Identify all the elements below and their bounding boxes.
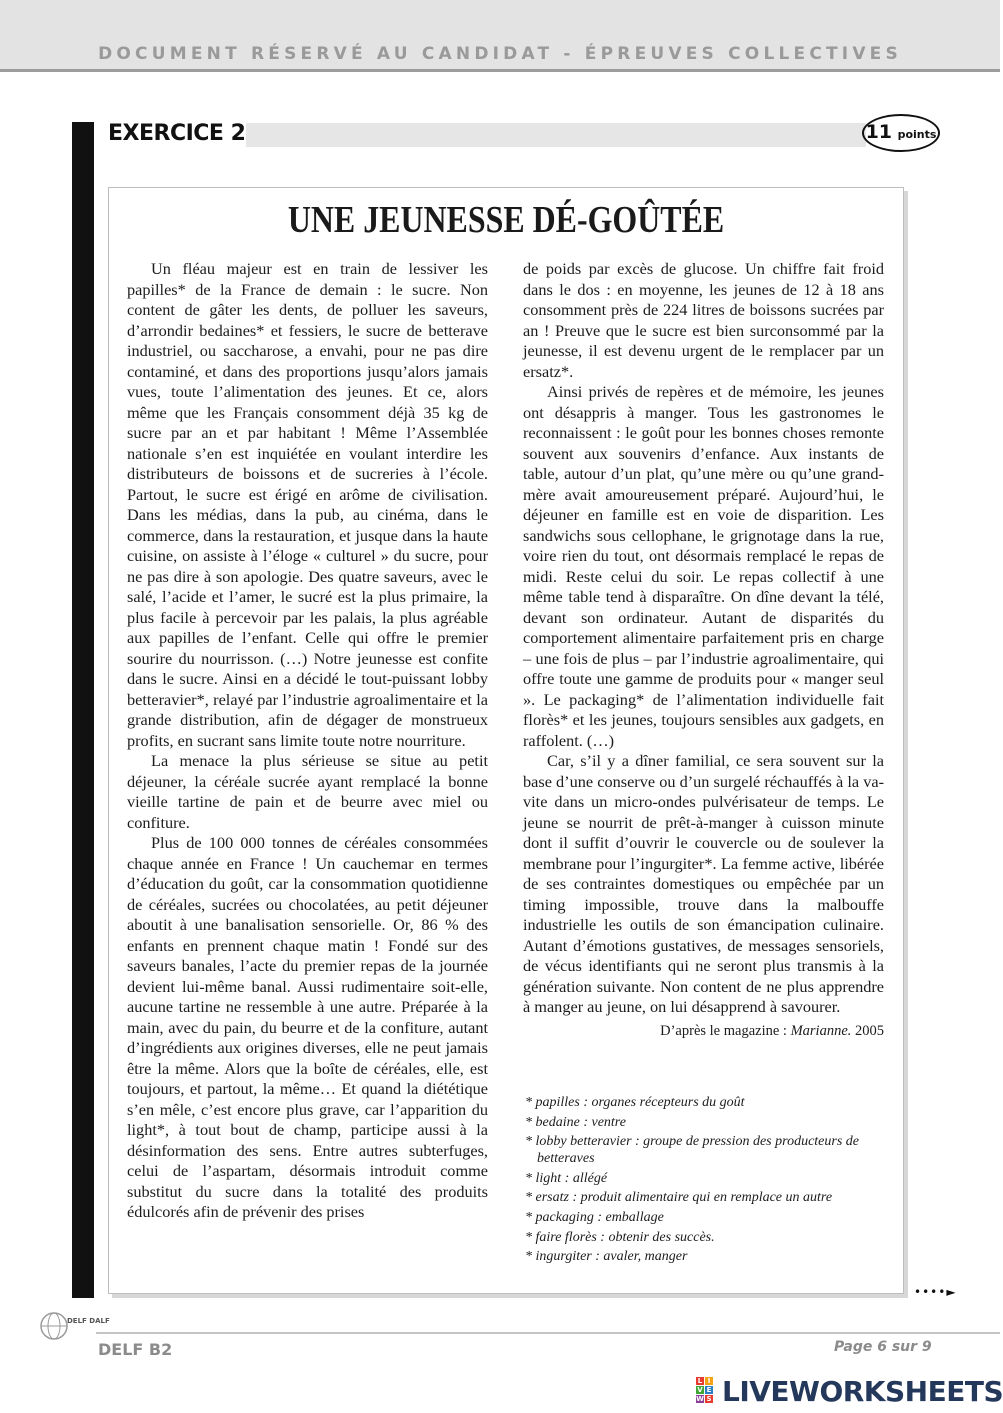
logo-text: DELF DALF xyxy=(67,1317,110,1325)
footer-page-number: Page 6 sur 9 xyxy=(834,1339,932,1355)
exercise-title-rule xyxy=(246,123,866,147)
glossary-item: * ersatz : produit alimentaire qui en remplace un autre xyxy=(525,1190,833,1206)
liveworksheets-logo-icon: L I V E W S xyxy=(696,1377,712,1403)
article-paragraph: Car, s’il y a dîner familial, ce sera souvent sur la base d’une conserve ou d’un surgelé réchauffés à la va-vite dans un micro-ondes pulvérisateur de temps. Le jeune se nourrit de prêt-à-manger à cuisson minute dont il suffit d’ouvrir le couvercle ou de soulever la membrane pour l’ingurgiter*. La femme active, libérée de ses contraintes domestiques ou empêchée par un timing impossible, trouve dans la malbouffe industrielle les outils de son émancipation culinaire. Autant d’émotions gustatives, de messages sensoriels, de vécus identifiants qui ne seront plus transmis à la génération suivante. Non content de ne plus apprendre à manger au jeune, on lui désapprend à savourer. xyxy=(523,751,884,1016)
glossary-item: * papilles : organes récepteurs du goût xyxy=(525,1095,745,1110)
continue-arrow-icon: ••••► xyxy=(914,1285,957,1299)
points-badge xyxy=(862,114,940,152)
article-title: UNE JEUNESSE DÉ-GOÛTÉE xyxy=(287,199,725,241)
footer-divider xyxy=(96,1332,1000,1334)
header-banner-text: DOCUMENT RÉSERVÉ AU CANDIDAT - ÉPREUVES COLLECTIVES xyxy=(98,44,902,64)
article-paragraph: Plus de 100 000 tonnes de céréales consommées chaque année en France ! Un cauchemar en termes d’éducation du goût, car la consommation quotidienne de céréales, sucrées ou chocolatées, au petit déjeuner aboutit à une banalisation sensorielle. Or, 86 % des enfants en prennent chaque matin ! Fondé sur des saveurs banales, l’acte du premier repas de la journée devient lui-même banal. Aussi rudimentaire soit-elle, aucune tartine ne ressemble à une autre. Préparée à la main, avec du pain, du beurre et de la confiture, autant d’ingrédients aux origines diverses, elle ne peut jamais être la même. Alors que la boîte de céréales, elle, est toujours, et partout, la même… Et quand la diététique s’en mêle, c’est encore plus grave, car l’apparition du light*, à tout bout de champ, participe aussi à la désinformation des sens. Entre autres subterfuges, celui de l’aspartam, désormais introduit comme substitut du sucre dans la totalité des produits édulcorés afin de prévenir des prises xyxy=(127,833,488,1221)
points-label: points xyxy=(897,128,937,141)
glossary-item: * bedaine : ventre xyxy=(525,1114,626,1130)
source-magazine: Marianne. xyxy=(790,1022,852,1039)
glossary-item: * lobby betteravier : groupe de pression des producteurs de betteraves xyxy=(525,1134,859,1167)
article-right-column xyxy=(523,259,884,1041)
footer-exam-label: DELF B2 xyxy=(98,1340,173,1359)
article-left-column xyxy=(127,259,488,1223)
source-prefix: D’après le magazine : xyxy=(660,1022,791,1039)
points-value: 11 xyxy=(865,121,893,143)
glossary-item: * ingurgiter : avaler, manger xyxy=(525,1249,688,1265)
glossary xyxy=(525,1094,895,1268)
delf-dalf-logo xyxy=(38,1308,110,1342)
liveworksheets-text: LIVEWORKSHEETS xyxy=(722,1375,1003,1408)
source-year: 2005 xyxy=(851,1022,884,1039)
article-paragraph: de poids par excès de glucose. Un chiffre fait froid dans le dos : en moyenne, les jeunes de 12 à 18 ans consomment près de 224 litres de boissons sucrées par an ! Preuve que le sucre est bien surconsommé par la jeunesse, il est devenu urgent de le remplacer par un ersatz*. xyxy=(523,259,884,381)
exercise-title: EXERCICE 2 xyxy=(108,121,246,146)
glossary-item: * light : allégé xyxy=(525,1170,608,1186)
article-paragraph: La menace la plus sérieuse se situe au petit déjeuner, la céréale sucrée ayant remplacé la bonne vieille tartine de pain et de beurre avec miel ou confiture. xyxy=(127,751,488,832)
article-paragraph: Un fléau majeur est en train de lessiver les papilles* de la France de demain : le sucre. Non content de gâter les dents, de polluer les saveurs, d’arrondir bedaines* et fessiers, le sucre de betterave industriel, ou saccharose, a envahi, pour ne pas dire contaminé, et dans des proportions jusqu’alors jamais vues, toute l’alimentation des jeunes. Et ce, alors même que les Français consomment déjà 35 kg de sucre par an et par habitant ! Même l’Assemblée nationale s’en est inquiétée en voulant interdire les distributeurs de boissons et de sucreries à l’école. Partout, le sucre est érigé en arôme de civilisation. Dans les médias, dans la pub, au cinéma, dans le commerce, dans la restauration, et jusque dans la haute cuisine, on assiste à l’éloge « culturel » du sucre, pour ne pas dire à son apologie. Des quatre saveurs, avec le salé, l’acide et l’amer, le sucré est la plus primaire, la plus facile à percevoir par les palais, la plus agréable aux papilles de l’enfant. Celle qui offre le premier sourire du nourrisson. (…) Notre jeunesse est confite dans le sucre. Ainsi en a décidé le tout-puissant lobby betteravier*, relayé par l’industrie agroalimentaire et la grande distribution, afin de dégager de monstrueux profits, en sucrant sans limite toute notre nourriture. xyxy=(127,259,488,750)
glossary-item: * faire florès : obtenir des succès. xyxy=(525,1229,715,1245)
article-source xyxy=(523,1021,884,1042)
glossary-item: * packaging : emballage xyxy=(525,1209,664,1225)
left-margin-bar xyxy=(72,122,94,1298)
article-paragraph: Ainsi privés de repères et de mémoire, les jeunes ont désappris à manger. Tous les gastronomes le reconnaissent : le goût pour les bonnes choses remonte souvent aux souvenirs d’enfance. Aux instants de table, autour d’un plat, qu’une mère ou qu’une grand-mère avait amoureusement préparé. Aujourd’hui, le déjeuner en famille est en voie de disparition. Les sandwichs sous cellophane, le grignotage dans la rue, voire rien du tout, ont désormais remplacé le repas de midi. Reste celui du soir. Le repas collectif à une même table tend à disparaître. On dîne devant la télé, devant son ordinateur. Autant de disparités du comportement alimentaire parfaitement pris en charge – une fois de plus – par l’industrie agroalimentaire, qui offre toute une gamme de produits pour « manger seul ». Le packaging* de l’alimentation individuelle fait florès* et les jeunes, toujours sensibles aux gadgets, en raffolent. (…) xyxy=(523,382,884,750)
